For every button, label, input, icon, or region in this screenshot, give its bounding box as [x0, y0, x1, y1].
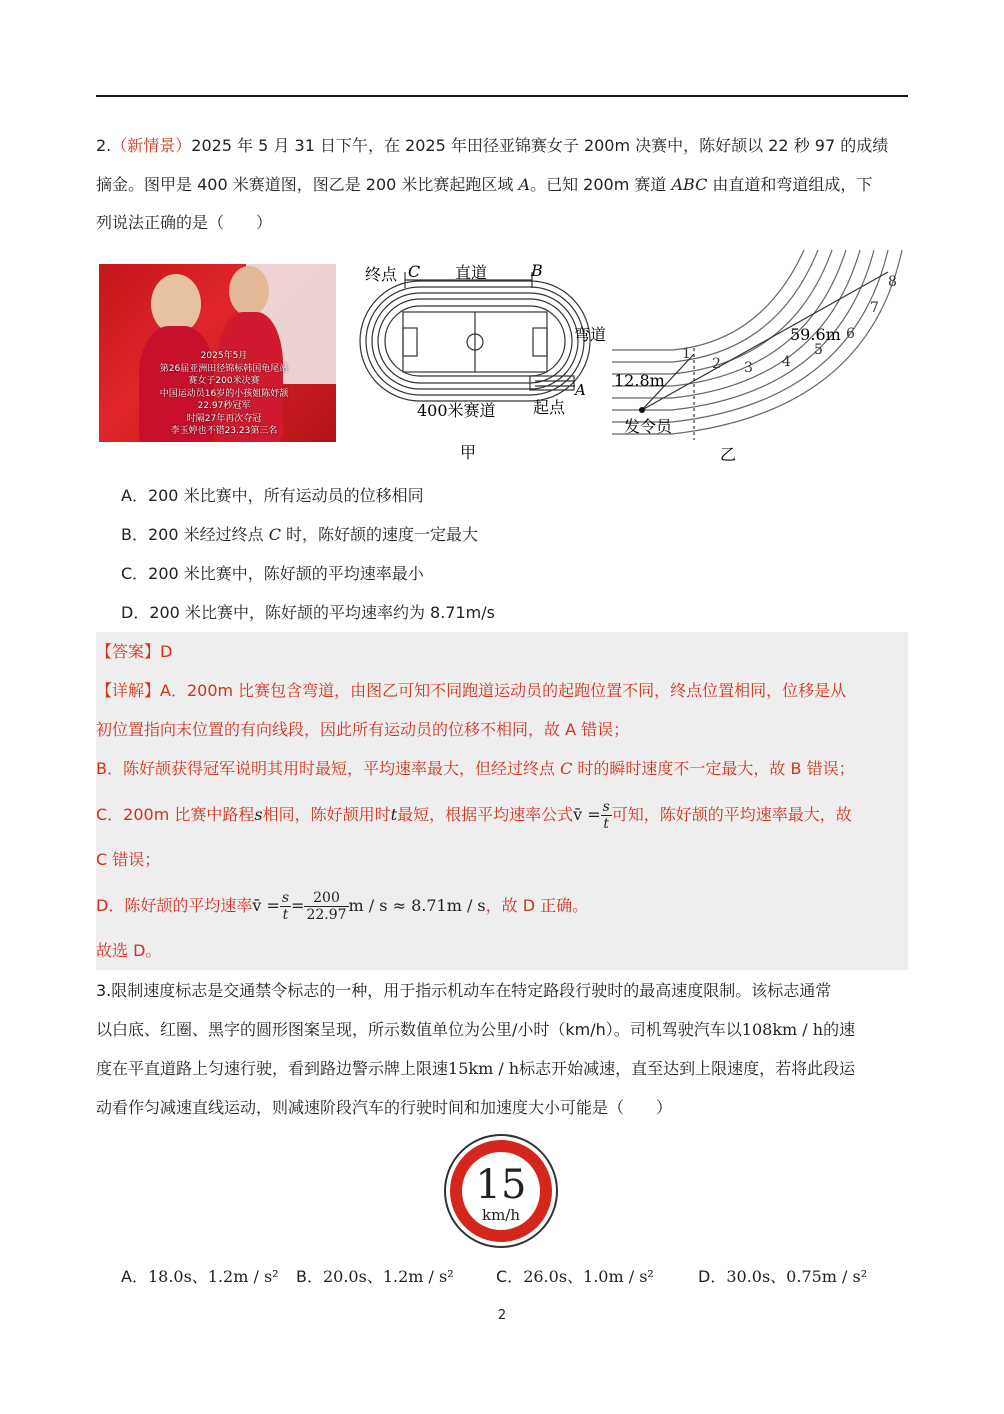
detail-text: 最短，根据平均速率公式	[397, 805, 574, 824]
frac-denominator: t	[282, 907, 289, 923]
detail-line-a2: 初位置指向末位置的有向线段，因此所有运动员的位移不相同，故 A 错误；	[96, 720, 630, 739]
label-59-6m: 59.6m	[790, 325, 841, 344]
q2-option-b-var: C	[268, 525, 281, 544]
fraction-s-over-t	[280, 890, 291, 923]
lane-number: 2	[712, 356, 721, 372]
label-12-8m: 12.8m	[614, 371, 665, 390]
fraction-200-over-2297	[304, 890, 348, 923]
caption-line: 李玉婷也不错23.23第三名	[170, 426, 278, 436]
answer-label: 【答案】	[96, 642, 161, 661]
q3-text: 的速	[823, 1020, 856, 1039]
label-b: B	[531, 261, 543, 280]
q2-option-b-text: 时，陈好颉的速度一定最大	[280, 525, 479, 544]
start-area-diagram-yi	[612, 250, 912, 470]
label-straight: 直道	[455, 263, 488, 282]
lane-number: 3	[744, 360, 753, 376]
option-label: C．	[496, 1267, 524, 1286]
q3-line-3	[96, 1057, 908, 1081]
detail-line-b	[96, 757, 908, 781]
fraction-s-over-t	[601, 799, 612, 832]
detail-line-c2: C 错误；	[96, 850, 161, 869]
speed-sign-value: 15	[475, 1162, 527, 1208]
speed-sign-unit: km/h	[481, 1206, 521, 1224]
q2-option-b-text: B．200 米经过终点	[121, 525, 269, 544]
option-value: 26.0s、1.0m / s²	[523, 1267, 654, 1286]
lane-curve	[612, 250, 902, 434]
option-value: 18.0s、1.2m / s²	[147, 1267, 279, 1286]
lane-number: 8	[888, 274, 897, 290]
caption-line: 22.97秒冠军	[197, 401, 251, 411]
q2-text-2e: 由直道和弯道组成，下	[707, 175, 873, 194]
q3-number: 3.	[96, 981, 112, 1000]
formula-eq: =	[291, 896, 305, 915]
lane-number: 1	[682, 346, 691, 362]
q2-text-1: 2025 年 5 月 31 日下午，在 2025 年田径亚锦赛女子 200m 决赛中，陈好颉以 22 秒 97 的成绩	[191, 136, 889, 155]
detail-text: C．200m 比赛中路程	[96, 805, 255, 824]
q2-text-2c: 。已知 200m 赛道	[530, 175, 672, 194]
caption-line: 2025年5月	[200, 351, 248, 361]
detail-text: D．陈好颉的平均速率	[96, 896, 253, 915]
caption-line: 中国运动员16岁的小孩姐陈妤颉	[159, 388, 289, 399]
lane-curve	[612, 250, 818, 362]
q2-line-1	[96, 134, 908, 158]
q2-tag: （新情景）	[111, 136, 192, 155]
page-number: 2	[497, 1308, 507, 1323]
var-t: t	[390, 805, 398, 824]
q3-text: 限制速度标志是交通禁令标志的一种，用于指示机动车在特定路段行驶时的最高速度限制。该标志通常	[111, 981, 832, 1000]
detail-text: ，故 D 正确。	[485, 896, 589, 915]
option-value: 30.0s、0.75m / s²	[726, 1267, 868, 1286]
q3-text: 标志开始减速，直至达到上限速度，若将此段运	[519, 1059, 856, 1078]
lane-number: 7	[870, 300, 879, 316]
q2-line-3: 列说法正确的是（ ）	[96, 213, 273, 232]
q2-option-d[interactable]: D．200 米比赛中，陈好颉的平均速率约为 8.71m/s	[121, 603, 495, 622]
answer-value: D	[160, 642, 173, 661]
label-start: 起点	[533, 398, 566, 417]
q3-option-a[interactable]	[121, 1265, 279, 1289]
q2-option-c[interactable]: C．200 米比赛中，陈好颉的平均速率最小	[121, 564, 424, 583]
track-diagram-jia	[355, 258, 625, 468]
lane-curve	[612, 250, 832, 374]
formula-v: v̄ =	[252, 896, 280, 915]
label-finish: 终点	[365, 265, 398, 284]
q3-text: 度在平直道路上匀速行驶，看到路边警示牌上限速	[96, 1059, 449, 1078]
formula-v: v̄ =	[573, 805, 601, 824]
q3-option-d[interactable]	[698, 1265, 867, 1289]
label-a: A	[575, 381, 586, 399]
detail-text: 相同，陈好颉用时	[262, 805, 391, 824]
detail-final: 故选 D。	[96, 941, 162, 960]
q3-line-1	[96, 979, 908, 1003]
q3-speed-108: 108km / h	[741, 1020, 824, 1039]
frac-denominator: 22.97	[306, 907, 347, 923]
q3-text: 以白底、红圈、黑字的圆形图案呈现，所示数值单位为公里/小时（km/h）。司机驾驶汽车以	[96, 1020, 742, 1039]
option-label: A．	[121, 1267, 148, 1286]
option-value: 20.0s、1.2m / s²	[322, 1267, 454, 1286]
detail-var: C	[560, 759, 573, 778]
frac-denominator: t	[603, 816, 610, 832]
q2-option-a[interactable]: A．200 米比赛中，所有运动员的位移相同	[121, 486, 424, 505]
header-rule	[96, 95, 908, 97]
q3-line-4: 动看作匀减速直线运动，则减速阶段汽车的行驶时间和加速度大小可能是（ ）	[96, 1098, 673, 1117]
lane-curve	[612, 250, 846, 386]
photo-caption	[139, 350, 309, 438]
label-track: 400米赛道	[417, 401, 496, 420]
detail-text: 可知，陈好颉的平均速率最大，故	[611, 805, 852, 824]
detail-text: B．陈好颉获得冠军说明其用时最短，平均速率最大，但经过终点	[96, 759, 561, 778]
caption-line: 第26届亚洲田径锦标韩国龟尾站	[159, 363, 289, 374]
q3-option-b[interactable]	[296, 1265, 454, 1289]
q3-speed-15: 15km / h	[448, 1059, 520, 1078]
var-s: s	[254, 805, 263, 824]
label-c: C	[408, 262, 421, 281]
detail-text: 时的瞬时速度不一定最大，故 B 错误；	[572, 759, 855, 778]
q2-var-abc: ABC	[671, 175, 708, 194]
figure-caption-yi: 乙	[720, 445, 737, 464]
q2-var-a: A	[518, 175, 531, 194]
frac-numerator: s	[602, 799, 610, 815]
q2-line-2	[96, 173, 908, 197]
detail-line-d	[96, 886, 908, 926]
option-label: B．	[296, 1267, 323, 1286]
frac-numerator: s	[281, 890, 290, 906]
detail-line-a1	[96, 679, 908, 703]
caption-line: 赛女子200米决赛	[188, 376, 260, 386]
lane-number: 6	[846, 326, 855, 342]
option-label: D．	[698, 1267, 727, 1286]
athlete-2-head	[229, 266, 269, 316]
lane-number: 5	[814, 342, 823, 358]
athlete-1-head	[151, 274, 201, 334]
starter-point	[639, 407, 645, 413]
label-curve: 弯道	[574, 325, 607, 344]
q2-text-2a: 摘金。图甲是 400 米赛道图，图乙是 200 米比赛起跑区域	[96, 175, 519, 194]
field-penalty-box	[403, 328, 417, 356]
field-penalty-box	[533, 328, 547, 356]
q2-number: 2.	[96, 136, 112, 155]
detail-label: 【详解】	[96, 681, 161, 700]
lane-number: 4	[782, 354, 791, 370]
detail-text: A．200m 比赛包含弯道，由图乙可知不同跑道运动员的起跑位置不同，终点位置相同，位移是从	[160, 681, 847, 700]
athlete-photo	[99, 264, 336, 442]
answer-line	[96, 640, 908, 664]
q2-option-b[interactable]	[121, 523, 478, 547]
formula-result: m / s ≈ 8.71m / s	[348, 896, 486, 915]
caption-line: 时隔27年再次夺冠	[186, 413, 262, 424]
label-starter: 发令员	[624, 417, 673, 436]
speed-limit-sign	[444, 1134, 558, 1248]
q3-line-2	[96, 1018, 908, 1042]
q3-option-c[interactable]	[496, 1265, 654, 1289]
frac-numerator: 200	[304, 890, 348, 907]
figure-caption-jia: 甲	[460, 443, 477, 462]
detail-line-c	[96, 798, 908, 832]
